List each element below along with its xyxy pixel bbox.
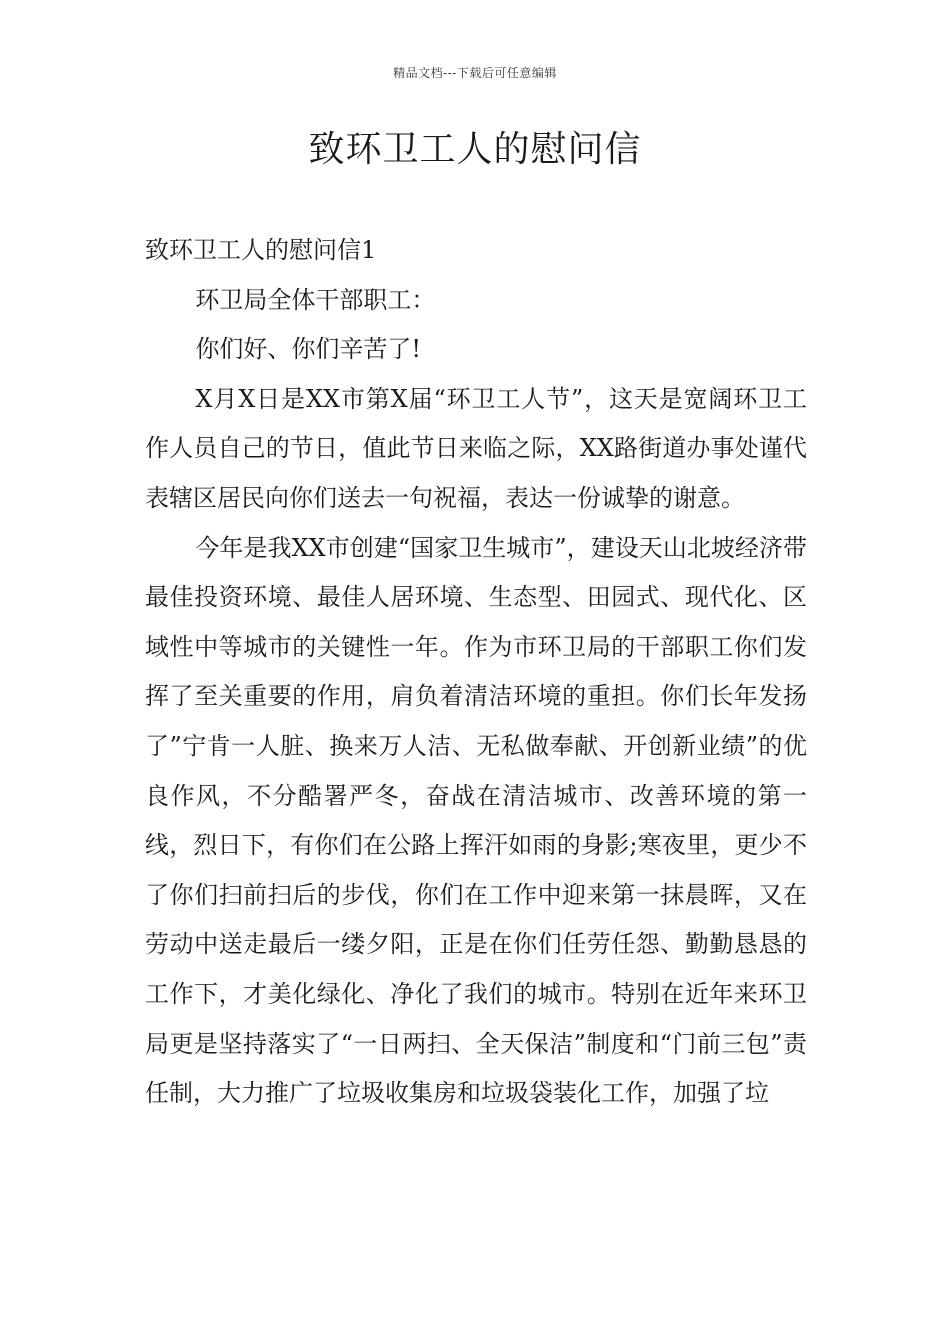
document-body: [145, 226, 807, 1119]
body-paragraph: 今年是我XX市创建“国家卫生城市”，建设天山北坡经济带最佳投资环境、最佳人居环境、生态型、田园式、现代化、区域性中等城市的关键性一年。作为市环卫局的干部职工你们发挥了至关重要的作用，肩负着清洁环境的重担。你们长年发扬了”宁肯一人脏、换来万人洁、无私做奉献、开创新业绩”的优良作风，不分酷署严冬，奋战在清洁城市、改善环境的第一线，烈日下，有你们在公路上挥汗如雨的身影;寒夜里，更少不了你们扫前扫后的步伐，你们在工作中迎来第一抹晨晖，又在劳动中送走最后一缕夕阳，正是在你们任劳任怨、勤勤恳恳的工作下，才美化绿化、净化了我们的城市。特别在近年来环卫局更是坚持落实了“一日两扫、全天保洁”制度和“门前三包”责任制，大力推广了垃圾收集房和垃圾袋装化工作，加强了垃: [145, 533, 807, 1108]
section-heading: 致环卫工人的慰问信1: [145, 236, 377, 264]
header-note: 精品文档---下载后可任意编辑: [393, 66, 557, 80]
body-paragraph: X月X日是XX市第X届“环卫工人节”，这天是宽阔环卫工作人员自己的节日，值此节日来临之际，XX路街道办事处谨代表辖区居民向你们送去一句祝福，表达一份诚挚的谢意。: [145, 384, 807, 512]
greeting: 你们好、你们辛苦了!: [195, 335, 422, 364]
document-title: 致环卫工人的慰问信: [308, 129, 642, 170]
salutation: 环卫局全体干部职工：: [195, 285, 436, 314]
